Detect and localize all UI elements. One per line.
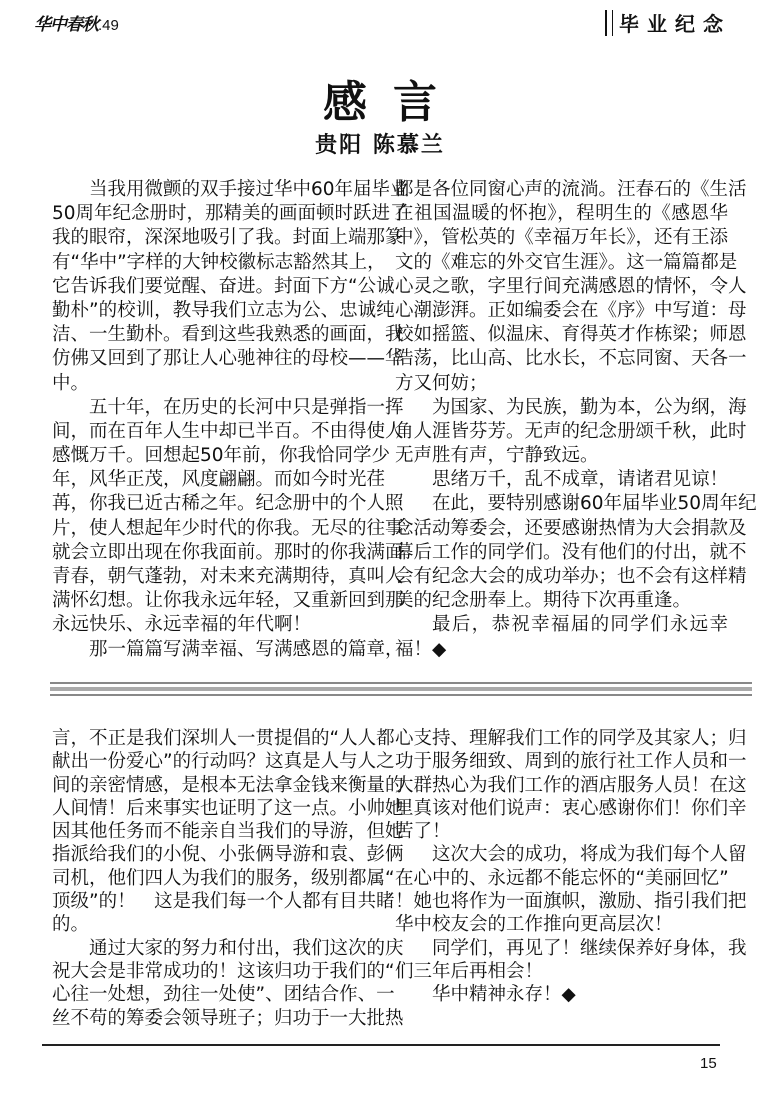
text-line: 福！◆ — [395, 638, 447, 660]
text-line: 华中校友会的工作推向更高层次！ — [395, 914, 673, 936]
magazine-logo: 华中春秋.49 — [34, 15, 119, 35]
text-line: 人间情！后来事实也证明了这一点。小帅她 — [52, 797, 404, 819]
text-line: 指派给我们的小倪、小张俩导游和袁、彭俩 — [52, 844, 404, 866]
text-line: 心灵之歌，字里行间充满感恩的情怀，令人 — [395, 275, 747, 297]
text-line: 方又何妨； — [395, 372, 488, 394]
text-line: 五十年，在历史的长河中只是弹指一挥 — [89, 396, 404, 418]
section-tag — [605, 8, 731, 37]
issue-number: 49 — [102, 17, 119, 34]
text-line: 心往一处想，劲往一处使”、团结合作、一 — [52, 984, 395, 1006]
column-bottom-right — [395, 727, 747, 1007]
footer-rule — [42, 1044, 720, 1046]
section-divider — [50, 682, 752, 696]
text-line: 祝大会是非常成功的！这该归功于我们的“ — [52, 960, 395, 982]
text-line: 心潮澎湃。正如编委会在《序》中写道：母 — [395, 299, 747, 321]
text-line: 在心中的、永远都不能忘怀的“美丽回忆” — [395, 867, 729, 889]
text-line: 浩荡，比山高、比水长，不忘同窗、天各一 — [395, 348, 747, 370]
text-line: 校如摇篮、似温床、育得英才作栋梁；师恩 — [395, 324, 747, 346]
text-line: 文的《难忘的外交官生涯》。这一篇篇都是 — [395, 251, 738, 273]
text-line: 功于服务细致、周到的旅行社工作人员和一 — [395, 751, 747, 773]
text-line: 华中精神永存！◆ — [432, 984, 576, 1006]
text-line: 为国家、为民族，勤为本，公为纲，海 — [432, 396, 747, 418]
text-line: 言，不正是我们深圳人一贯提倡的“人人都 — [52, 728, 395, 749]
article-authors: 贵阳 陈慕兰 — [315, 132, 445, 158]
page-number: 15 — [700, 1055, 717, 1072]
text-line: 因其他任务而不能亲自当我们的导游，但她 — [52, 821, 404, 843]
text-line: 无声胜有声，宁静致远。 — [395, 445, 599, 467]
text-line: 的。 — [52, 914, 90, 936]
text-line: 丝不苟的筹委会领导班子；归功于一大批热 — [52, 1007, 404, 1029]
text-line: 这次大会的成功，将成为我们每个人留 — [432, 844, 747, 866]
text-line: 最后，恭祝幸福届的同学们永远幸 — [432, 614, 728, 636]
text-line: 献出一份爱心”的行动吗？这真是人与人之 — [52, 751, 395, 773]
text-line: 中》，管松英的《幸福万年长》，还有王添 — [395, 227, 729, 249]
text-line: 大群热心为我们工作的酒店服务人员！在这 — [395, 774, 747, 796]
text-line: 里真该对他们说声：衷心感谢你们！你们辛 — [395, 797, 747, 819]
text-line: 苦了！ — [395, 821, 451, 843]
text-line: 会有纪念大会的成功举办；也不会有这样精 — [395, 566, 747, 587]
text-line: 念活动筹委会，还要感谢热情为大会捐款及 — [395, 517, 747, 539]
text-line: 在祖国温暖的怀抱》，程明生的《感恩华 — [395, 203, 728, 225]
section-label: 毕业纪念 — [619, 12, 731, 36]
column-bottom-left — [52, 727, 404, 1030]
logo-text: 华中春秋 — [34, 15, 98, 35]
text-line: 幕后工作的同学们。没有他们的付出，就不 — [395, 541, 747, 563]
text-line: 片，使人想起年少时代的你我。无尽的往事 — [52, 517, 404, 539]
text-line: 有“华中”字样的大钟校徽标志豁然其上， — [52, 251, 386, 273]
text-line: 年，风华正茂，风度翩翩。而如今时光荏 — [52, 469, 386, 491]
text-line: 中。 — [52, 372, 90, 394]
text-line: 满怀幻想。让你我永远年轻，又重新回到那 — [52, 590, 404, 612]
text-line: ！她也将作为一面旗帜，激励、指引我们把 — [395, 891, 747, 913]
text-line: 当我用微颤的双手接过华中60年届毕业 — [89, 179, 409, 200]
text-line: 仿佛又回到了那让人心驰神往的母校——华 — [52, 348, 404, 370]
text-line: 50周年纪念册时，那精美的画面顿时跃进了 — [52, 203, 409, 225]
text-line: 间，而在百年人生中却已半百。不由得使人 — [52, 420, 404, 442]
text-line: 它告诉我们要觉醒、奋进。封面下方“公诚 — [52, 275, 395, 297]
text-line: 同学们，再见了！继续保养好身体，我 — [432, 937, 747, 959]
text-line: 都是各位同窗心声的流淌。汪春石的《生活 — [395, 179, 747, 200]
section-bars-icon — [605, 10, 613, 36]
text-line: 司机，他们四人为我们的服务，级别都属“ — [52, 867, 395, 889]
column-top-right — [395, 178, 757, 662]
text-line: 顶级”的！ 这是我们每一个人都有目共睹 — [52, 891, 395, 913]
text-line: 苒，你我已近古稀之年。纪念册中的个人照 — [52, 493, 404, 515]
text-line: 青春，朝气蓬勃，对未来充满期待，真叫人 — [52, 566, 404, 587]
text-line: 美的纪念册奉上。期待下次再重逢。 — [395, 590, 692, 612]
text-line: 心支持、理解我们工作的同学及其家人；归 — [395, 728, 747, 749]
text-line: 我的眼帘，深深地吸引了我。封面上端那篆 — [52, 227, 404, 249]
text-line: 间的亲密情感，是根本无法拿金钱来衡量的 — [52, 774, 404, 796]
column-top-left — [52, 178, 409, 662]
text-line: 通过大家的努力和付出，我们这次的庆 — [89, 937, 404, 959]
text-line: 角人涯皆芬芳。无声的纪念册颂千秋，此时 — [395, 420, 747, 442]
text-line: 在此，要特别感谢60年届毕业50周年纪 — [432, 493, 757, 515]
text-line: 那一篇篇写满幸福、写满感恩的篇章， — [89, 638, 404, 660]
text-line: 就会立即出现在你我面前。那时的你我满面 — [52, 541, 404, 563]
text-line: 洁、一生勤朴。看到这些我熟悉的画面，我 — [52, 324, 404, 346]
text-line: 勤朴”的校训，教导我们立志为公、忠诚纯 — [52, 299, 395, 321]
text-line: 感慨万千。回想起50年前，你我恰同学少 — [52, 445, 391, 467]
article-title: 感言 — [323, 77, 463, 128]
text-line: 永远快乐、永远幸福的年代啊！ — [52, 614, 312, 636]
text-line: 们三年后再相会！ — [395, 960, 544, 982]
text-line: 思绪万千，乱不成章，请诸君见谅！ — [432, 469, 729, 491]
